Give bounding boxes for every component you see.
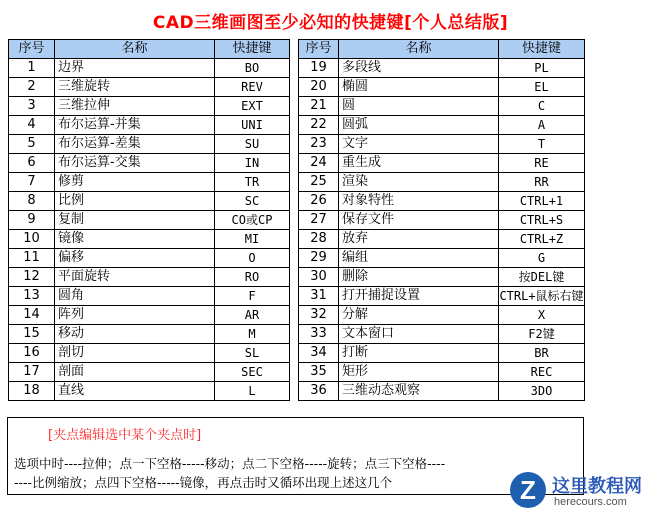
row-shortcut: REC	[499, 363, 585, 382]
row-shortcut: UNI	[215, 116, 290, 135]
row-name: 布尔运算-并集	[55, 116, 215, 135]
table-row	[299, 382, 585, 401]
table-row	[299, 230, 585, 249]
table-row	[9, 97, 290, 116]
row-shortcut: CTRL+1	[499, 192, 585, 211]
row-name: 编组	[339, 249, 499, 268]
table-row	[9, 192, 290, 211]
row-number: 8	[9, 192, 55, 211]
table-row	[299, 268, 585, 287]
row-name: 文字	[339, 135, 499, 154]
row-number: 6	[9, 154, 55, 173]
table-header-row	[299, 40, 585, 59]
row-number: 31	[299, 287, 339, 306]
row-name: 偏移	[55, 249, 215, 268]
row-name: 矩形	[339, 363, 499, 382]
row-name: 打开捕捉设置	[339, 287, 499, 306]
row-name: 对象特性	[339, 192, 499, 211]
row-name: 移动	[55, 325, 215, 344]
row-number: 26	[299, 192, 339, 211]
row-number: 19	[299, 59, 339, 78]
row-shortcut: F	[215, 287, 290, 306]
row-shortcut: L	[215, 382, 290, 401]
watermark-logo	[508, 470, 658, 514]
row-shortcut: IN	[215, 154, 290, 173]
row-shortcut: RR	[499, 173, 585, 192]
row-shortcut: BR	[499, 344, 585, 363]
row-number: 22	[299, 116, 339, 135]
table-row	[9, 230, 290, 249]
table-row	[9, 173, 290, 192]
table-row	[9, 344, 290, 363]
row-number: 20	[299, 78, 339, 97]
row-name: 渲染	[339, 173, 499, 192]
row-number: 10	[9, 230, 55, 249]
table-row	[299, 78, 585, 97]
table-row	[299, 306, 585, 325]
row-number: 2	[9, 78, 55, 97]
table-row	[299, 154, 585, 173]
row-shortcut: MI	[215, 230, 290, 249]
row-number: 35	[299, 363, 339, 382]
row-shortcut: REV	[215, 78, 290, 97]
row-number: 13	[9, 287, 55, 306]
row-number: 24	[299, 154, 339, 173]
row-shortcut: CTRL+Z	[499, 230, 585, 249]
row-shortcut: O	[215, 249, 290, 268]
row-number: 33	[299, 325, 339, 344]
table-row	[9, 325, 290, 344]
table-row	[299, 59, 585, 78]
row-number: 12	[9, 268, 55, 287]
watermark-name: 这里教程网	[552, 476, 642, 497]
table-row	[9, 287, 290, 306]
row-name: 复制	[55, 211, 215, 230]
header-key: 快捷键	[215, 40, 290, 59]
shortcut-table-right	[298, 39, 585, 401]
table-row	[9, 268, 290, 287]
row-number: 7	[9, 173, 55, 192]
table-row	[299, 287, 585, 306]
table-row	[299, 325, 585, 344]
table-row	[299, 97, 585, 116]
row-name: 比例	[55, 192, 215, 211]
row-shortcut: X	[499, 306, 585, 325]
row-number: 28	[299, 230, 339, 249]
header-num: 序号	[9, 40, 55, 59]
row-shortcut: PL	[499, 59, 585, 78]
table-row	[9, 78, 290, 97]
row-number: 14	[9, 306, 55, 325]
row-shortcut: BO	[215, 59, 290, 78]
row-name: 三维动态观察	[339, 382, 499, 401]
row-number: 3	[9, 97, 55, 116]
row-name: 保存文件	[339, 211, 499, 230]
row-shortcut: M	[215, 325, 290, 344]
row-name: 椭圆	[339, 78, 499, 97]
row-shortcut: CO或CP	[215, 211, 290, 230]
table-row	[9, 306, 290, 325]
note-body	[14, 454, 581, 492]
header-num: 序号	[299, 40, 339, 59]
row-shortcut: SU	[215, 135, 290, 154]
table-row	[299, 135, 585, 154]
row-number: 16	[9, 344, 55, 363]
page-title: CAD三维画图至少必知的快捷键[个人总结版]	[152, 13, 509, 33]
row-shortcut: 3DO	[499, 382, 585, 401]
table-row	[299, 249, 585, 268]
row-number: 34	[299, 344, 339, 363]
note-line-1: 选项中时----拉伸；点一下空格-----移动；点二下空格-----旋转；点三下空格----	[14, 456, 446, 471]
row-name: 修剪	[55, 173, 215, 192]
row-shortcut: RO	[215, 268, 290, 287]
row-shortcut: G	[499, 249, 585, 268]
row-number: 25	[299, 173, 339, 192]
row-shortcut: TR	[215, 173, 290, 192]
header-name: 名称	[339, 40, 499, 59]
row-name: 圆角	[55, 287, 215, 306]
row-name: 圆	[339, 97, 499, 116]
table-row	[9, 211, 290, 230]
row-name: 重生成	[339, 154, 499, 173]
row-name: 剖面	[55, 363, 215, 382]
row-number: 21	[299, 97, 339, 116]
row-shortcut: T	[499, 135, 585, 154]
table-row	[299, 116, 585, 135]
table-row	[299, 363, 585, 382]
row-shortcut: EL	[499, 78, 585, 97]
row-shortcut: SC	[215, 192, 290, 211]
row-number: 36	[299, 382, 339, 401]
row-shortcut: EXT	[215, 97, 290, 116]
note-title: [夹点编辑选中某个夹点时]	[48, 428, 202, 443]
row-shortcut: 按DEL键	[499, 268, 585, 287]
watermark-site: herecours.com	[554, 496, 627, 508]
row-shortcut: F2键	[499, 325, 585, 344]
row-name: 圆弧	[339, 116, 499, 135]
row-name: 分解	[339, 306, 499, 325]
row-name: 直线	[55, 382, 215, 401]
row-shortcut: CTRL+鼠标右键	[499, 287, 585, 306]
table-row	[9, 382, 290, 401]
row-number: 32	[299, 306, 339, 325]
row-number: 17	[9, 363, 55, 382]
row-shortcut: CTRL+S	[499, 211, 585, 230]
table-row	[299, 211, 585, 230]
row-name: 文本窗口	[339, 325, 499, 344]
row-name: 三维拉伸	[55, 97, 215, 116]
note-line-2: ----比例缩放；点四下空格-----镜像，再点击时又循环出现上述这几个	[14, 475, 393, 490]
row-name: 剖切	[55, 344, 215, 363]
table-row	[9, 363, 290, 382]
header-name: 名称	[55, 40, 215, 59]
row-name: 删除	[339, 268, 499, 287]
row-shortcut: RE	[499, 154, 585, 173]
row-name: 布尔运算-差集	[55, 135, 215, 154]
table-row	[9, 59, 290, 78]
row-number: 4	[9, 116, 55, 135]
row-name: 镜像	[55, 230, 215, 249]
row-number: 5	[9, 135, 55, 154]
table-row	[9, 135, 290, 154]
row-shortcut: AR	[215, 306, 290, 325]
row-number: 18	[9, 382, 55, 401]
row-name: 打断	[339, 344, 499, 363]
row-number: 23	[299, 135, 339, 154]
row-number: 29	[299, 249, 339, 268]
row-shortcut: SEC	[215, 363, 290, 382]
row-name: 三维旋转	[55, 78, 215, 97]
row-shortcut: C	[499, 97, 585, 116]
row-number: 11	[9, 249, 55, 268]
row-number: 27	[299, 211, 339, 230]
shortcut-table-left	[8, 39, 290, 401]
table-row	[299, 173, 585, 192]
row-name: 边界	[55, 59, 215, 78]
row-number: 9	[9, 211, 55, 230]
row-shortcut: A	[499, 116, 585, 135]
row-shortcut: SL	[215, 344, 290, 363]
table-row	[299, 192, 585, 211]
table-row	[9, 249, 290, 268]
table-row	[9, 154, 290, 173]
table-row	[299, 344, 585, 363]
logo-mark-icon: Z	[510, 472, 546, 508]
row-name: 平面旋转	[55, 268, 215, 287]
header-key: 快捷键	[499, 40, 585, 59]
row-name: 布尔运算-交集	[55, 154, 215, 173]
row-number: 1	[9, 59, 55, 78]
row-name: 放弃	[339, 230, 499, 249]
table-header-row	[9, 40, 290, 59]
table-row	[9, 116, 290, 135]
row-name: 多段线	[339, 59, 499, 78]
row-name: 阵列	[55, 306, 215, 325]
grip-edit-note-box	[7, 417, 584, 495]
row-number: 15	[9, 325, 55, 344]
row-number: 30	[299, 268, 339, 287]
